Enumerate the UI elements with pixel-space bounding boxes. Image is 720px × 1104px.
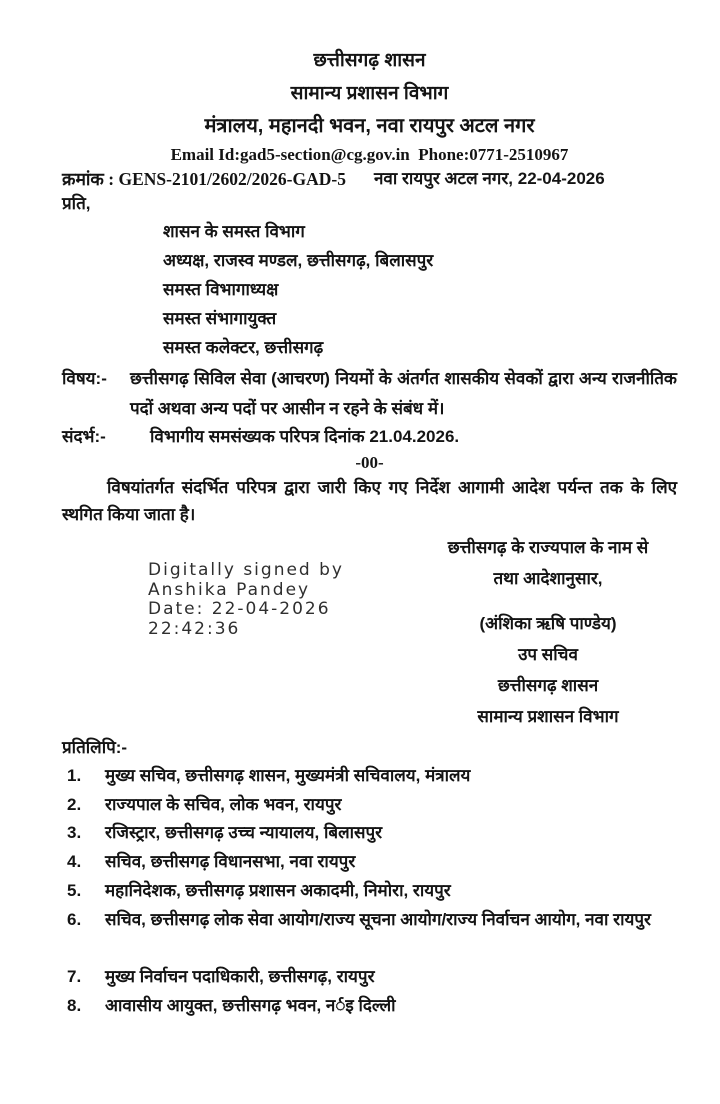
place-and-date: नवा रायपुर अटल नगर, 22-04-2026 <box>373 169 605 188</box>
digital-signature-name: Anshika Pandey <box>148 579 311 600</box>
copy-item-number: 5. <box>67 880 82 900</box>
copy-item-text: सचिव, छत्तीसगढ़ विधानसभा, नवा रायपुर <box>105 852 356 872</box>
copy-item <box>62 963 677 992</box>
copy-item <box>62 992 677 1021</box>
copy-item-text: मुख्य निर्वाचन पदाधिकारी, छत्तीसगढ़, रायपुर <box>105 966 375 986</box>
recipient-item: शासन के समस्त विभाग <box>163 222 305 241</box>
on-behalf-line: छत्तीसगढ़ के राज्यपाल के नाम से <box>447 538 649 557</box>
digital-signature-line: Digitally signed by <box>148 560 344 580</box>
subject-row <box>62 364 677 423</box>
copy-item-text: महानिदेशक, छत्तीसगढ़ प्रशासन अकादमी, निमोरा, रायपुर <box>105 880 451 900</box>
subject-text: छत्तीसगढ़ सिविल सेवा (आचरण) नियमों के अंतर्गत शासकीय सेवकों द्वारा अन्य राजनीतिक पदों अथवा अन्य पदों पर आसीन न रहने के संबंध में। <box>130 369 677 418</box>
recipient-item: अध्यक्ष, राजस्व मण्डल, छत्तीसगढ़, बिलासपुर <box>163 251 434 270</box>
copy-item <box>62 762 677 791</box>
digital-signature-date: Date: 22-04-2026 <box>148 599 331 619</box>
copy-item-text: रजिस्ट्रार, छत्तीसगढ़ उच्च न्यायालय, बिलासपुर <box>105 823 383 843</box>
digital-signature-time: 22:42:36 <box>148 618 241 639</box>
recipient-item: समस्त कलेक्टर, छत्तीसगढ़ <box>163 338 324 357</box>
recipient-item: समस्त संभागायुक्त <box>163 309 277 328</box>
letterhead <box>62 44 677 167</box>
as-ordered-line: तथा आदेशानुसार, <box>493 569 603 588</box>
copy-item-number: 1. <box>67 766 82 785</box>
signatory-name: (अंशिका ऋषि पाण्डेय) <box>479 614 617 633</box>
reference-number-row <box>62 167 677 191</box>
copy-item-number: 6. <box>67 909 82 929</box>
copy-item-number: 7. <box>67 966 82 986</box>
copy-item-number: 2. <box>67 794 82 814</box>
copy-item <box>62 906 677 963</box>
recipient-list <box>163 217 677 362</box>
copy-item-number: 4. <box>67 852 82 872</box>
signatory-designation: उप सचिव <box>518 645 578 664</box>
government-name: छत्तीसगढ़ शासन <box>313 50 426 71</box>
copy-item <box>62 819 677 848</box>
body-paragraph: विषयांतर्गत संदर्भित परिपत्र द्वारा जारी किए गए निर्देश आगामी आदेश पर्यन्त तक के लिए स्थगित किया जाता है। <box>62 478 677 524</box>
copy-item-text: राज्यपाल के सचिव, लोक भवन, रायपुर <box>105 794 342 814</box>
reference-text: विभागीय समसंख्यक परिपत्र दिनांक 21.04.2026. <box>150 427 460 446</box>
signature-area <box>62 528 677 734</box>
reference-row <box>62 423 677 451</box>
to-label: प्रति, <box>62 194 91 213</box>
reference-label: संदर्भ:- <box>62 427 106 446</box>
copy-item <box>62 848 677 877</box>
digital-signature-stamp <box>148 561 344 639</box>
letter-number: क्रमांक : GENS-2101/2602/2026-GAD-5 <box>62 169 346 189</box>
copy-item <box>62 877 677 906</box>
copy-item-text: सचिव, छत्तीसगढ़ लोक सेवा आयोग/राज्य सूचना आयोग/राज्य निर्वाचन आयोग, नवा रायपुर <box>105 909 651 929</box>
signatory-org: छत्तीसगढ़ शासन <box>497 676 599 695</box>
copy-item-number: 3. <box>67 823 82 843</box>
signatory-block <box>419 532 677 732</box>
copy-item-text: मुख्य सचिव, छत्तीसगढ़ शासन, मुख्यमंत्री सचिवालय, मंत्रालय <box>105 766 471 785</box>
subject-label: विषय:- <box>62 369 107 388</box>
office-address: मंत्रालय, महानदी भवन, नवा रायपुर अटल नगर <box>204 115 535 137</box>
copy-item <box>62 791 677 820</box>
recipient-item: समस्त विभागाध्यक्ष <box>163 280 279 299</box>
section-separator: -00- <box>355 453 384 472</box>
copy-to-list <box>62 762 677 1020</box>
copy-to-label: प्रतिलिपि:- <box>62 738 128 757</box>
copy-item-text: आवासीय आयुक्त, छत्तीसगढ़ भवन, नर्इ दिल्ली <box>105 995 396 1015</box>
email-phone-line: Email Id:gad5-section@cg.gov.in Phone:0771-2510967 <box>170 145 569 164</box>
signatory-dept: सामान्य प्रशासन विभाग <box>477 707 619 726</box>
copy-item-number: 8. <box>67 995 82 1015</box>
department-name: सामान्य प्रशासन विभाग <box>290 83 449 104</box>
